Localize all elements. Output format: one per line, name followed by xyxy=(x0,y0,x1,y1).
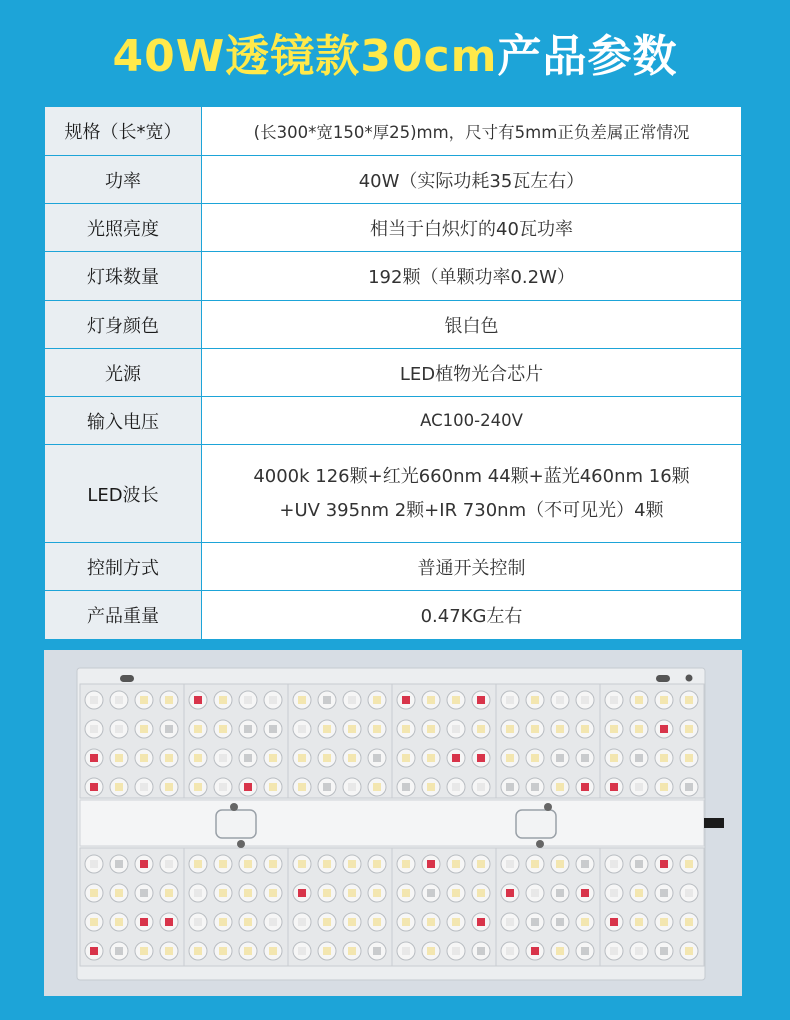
led-chip xyxy=(115,918,123,926)
led-chip xyxy=(194,860,202,868)
led-chip xyxy=(194,889,202,897)
led-chip xyxy=(610,860,618,868)
led-chip xyxy=(581,860,589,868)
led-chip xyxy=(427,860,435,868)
row-label: LED波长 xyxy=(45,445,202,543)
table-row xyxy=(45,301,742,349)
led-chip xyxy=(269,947,277,955)
led-chip xyxy=(581,696,589,704)
led-chip xyxy=(298,783,306,791)
row-label: 功率 xyxy=(45,156,202,204)
led-chip xyxy=(402,860,410,868)
led-chip xyxy=(610,783,618,791)
led-chip xyxy=(348,860,356,868)
led-chip xyxy=(348,754,356,762)
led-chip xyxy=(531,889,539,897)
led-chip xyxy=(402,754,410,762)
led-chip xyxy=(115,725,123,733)
led-chip xyxy=(581,783,589,791)
led-chip xyxy=(373,725,381,733)
led-chip xyxy=(531,754,539,762)
led-chip xyxy=(685,860,693,868)
led-chip xyxy=(140,947,148,955)
led-chip xyxy=(219,860,227,868)
led-chip xyxy=(660,918,668,926)
led-chip xyxy=(477,889,485,897)
led-chip xyxy=(194,754,202,762)
led-chip xyxy=(531,725,539,733)
led-chip xyxy=(427,918,435,926)
led-chip xyxy=(477,783,485,791)
led-chip xyxy=(635,725,643,733)
led-chip xyxy=(115,783,123,791)
led-chip xyxy=(402,783,410,791)
led-chip xyxy=(581,918,589,926)
spec-table xyxy=(44,106,742,640)
led-chip xyxy=(685,947,693,955)
led-chip xyxy=(269,754,277,762)
led-chip xyxy=(140,918,148,926)
led-chip xyxy=(373,783,381,791)
led-chip xyxy=(452,947,460,955)
table-row xyxy=(45,156,742,204)
led-chip xyxy=(635,947,643,955)
led-chip xyxy=(90,725,98,733)
led-chip xyxy=(323,696,331,704)
led-chip xyxy=(452,725,460,733)
led-chip xyxy=(581,889,589,897)
page-title xyxy=(0,22,790,92)
led-chip xyxy=(610,725,618,733)
led-chip xyxy=(531,783,539,791)
led-chip xyxy=(115,947,123,955)
led-chip xyxy=(506,860,514,868)
led-chip xyxy=(685,696,693,704)
led-chip xyxy=(165,918,173,926)
led-chip xyxy=(452,918,460,926)
led-chip xyxy=(556,696,564,704)
led-chip xyxy=(323,947,331,955)
led-chip xyxy=(660,696,668,704)
table-row xyxy=(45,397,742,445)
led-chip xyxy=(323,860,331,868)
led-chip xyxy=(165,783,173,791)
led-chip xyxy=(194,696,202,704)
title-highlight: 40W透镜款30cm xyxy=(112,31,498,82)
led-chip xyxy=(635,754,643,762)
led-chip xyxy=(477,696,485,704)
led-chip xyxy=(660,754,668,762)
row-label: 规格（长*宽） xyxy=(45,107,202,156)
led-chip xyxy=(219,947,227,955)
led-chip xyxy=(531,947,539,955)
led-chip xyxy=(635,696,643,704)
led-chip xyxy=(90,918,98,926)
wavelength-line-1: 4000k 126颗+红光660nm 44颗+蓝光460nm 16颗 xyxy=(253,465,690,487)
led-chip xyxy=(427,696,435,704)
led-chip xyxy=(506,696,514,704)
led-chip xyxy=(506,783,514,791)
led-panel-photo xyxy=(44,650,742,996)
led-chip xyxy=(244,725,252,733)
led-chip xyxy=(269,860,277,868)
led-chip xyxy=(427,754,435,762)
led-chip xyxy=(373,947,381,955)
led-chip xyxy=(477,860,485,868)
led-chip xyxy=(610,947,618,955)
led-chip xyxy=(269,696,277,704)
led-chip xyxy=(685,754,693,762)
led-chip xyxy=(298,860,306,868)
led-chip xyxy=(244,889,252,897)
led-chip xyxy=(685,918,693,926)
led-chip xyxy=(194,918,202,926)
led-chip xyxy=(348,889,356,897)
led-chip xyxy=(219,696,227,704)
led-chip xyxy=(373,860,381,868)
led-panel-illustration xyxy=(44,650,742,996)
title-suffix: 产品参数 xyxy=(497,31,678,82)
led-chip xyxy=(348,725,356,733)
led-chip xyxy=(556,889,564,897)
led-chip xyxy=(219,725,227,733)
led-chip xyxy=(348,783,356,791)
led-chip xyxy=(298,696,306,704)
led-chip xyxy=(140,889,148,897)
led-chip xyxy=(402,947,410,955)
led-chip xyxy=(373,889,381,897)
led-chip xyxy=(323,889,331,897)
row-label: 输入电压 xyxy=(45,397,202,445)
led-chip xyxy=(610,918,618,926)
led-chip xyxy=(685,725,693,733)
led-chip xyxy=(269,725,277,733)
led-chip xyxy=(427,947,435,955)
table-row xyxy=(45,445,742,543)
led-chip xyxy=(556,947,564,955)
led-chip xyxy=(244,754,252,762)
led-chip xyxy=(452,783,460,791)
led-chip xyxy=(635,918,643,926)
led-chip xyxy=(140,696,148,704)
led-chip xyxy=(219,889,227,897)
led-chip xyxy=(685,783,693,791)
row-label: 灯珠数量 xyxy=(45,252,202,301)
led-chip xyxy=(194,725,202,733)
led-chip xyxy=(115,696,123,704)
led-chip xyxy=(635,860,643,868)
led-chip xyxy=(90,947,98,955)
led-chip xyxy=(323,754,331,762)
row-value: 40W（实际功耗35瓦左右） xyxy=(202,156,742,204)
row-label: 光照亮度 xyxy=(45,204,202,252)
led-chip xyxy=(165,860,173,868)
led-chip xyxy=(115,889,123,897)
led-chip xyxy=(477,918,485,926)
led-chip xyxy=(90,889,98,897)
led-chip xyxy=(165,947,173,955)
led-chip xyxy=(531,860,539,868)
led-chip xyxy=(115,754,123,762)
led-chip xyxy=(194,783,202,791)
row-value: 银白色 xyxy=(202,301,742,349)
led-chip xyxy=(269,889,277,897)
table-row xyxy=(45,107,742,156)
led-chip xyxy=(610,696,618,704)
row-value: (长300*宽150*厚25)mm，尺寸有5mm正负差属正常情况 xyxy=(202,107,742,156)
led-chip xyxy=(140,783,148,791)
row-value-multiline xyxy=(202,445,742,543)
led-chip xyxy=(269,783,277,791)
row-value: AC100-240V xyxy=(202,397,742,445)
led-chip xyxy=(244,947,252,955)
led-chip xyxy=(506,918,514,926)
row-label: 光源 xyxy=(45,349,202,397)
led-chip xyxy=(477,947,485,955)
led-chip xyxy=(506,725,514,733)
led-chip xyxy=(610,754,618,762)
table-row xyxy=(45,543,742,591)
led-chip xyxy=(298,918,306,926)
led-chip xyxy=(323,783,331,791)
led-chip xyxy=(219,783,227,791)
led-chip xyxy=(269,918,277,926)
led-chip xyxy=(244,918,252,926)
led-chip xyxy=(402,889,410,897)
led-chip xyxy=(427,889,435,897)
led-chip xyxy=(635,783,643,791)
table-row xyxy=(45,349,742,397)
row-value: 普通开关控制 xyxy=(202,543,742,591)
led-chip xyxy=(244,783,252,791)
led-chip xyxy=(581,754,589,762)
row-value: 192颗（单颗功率0.2W） xyxy=(202,252,742,301)
led-chip xyxy=(348,918,356,926)
led-chip xyxy=(140,754,148,762)
led-chip xyxy=(298,947,306,955)
led-chip xyxy=(348,696,356,704)
led-chip xyxy=(452,889,460,897)
led-chip xyxy=(531,918,539,926)
led-chip xyxy=(219,754,227,762)
led-chip xyxy=(373,696,381,704)
led-chip xyxy=(581,725,589,733)
led-chip xyxy=(323,918,331,926)
led-chip xyxy=(452,860,460,868)
led-chip xyxy=(452,696,460,704)
led-chip xyxy=(90,783,98,791)
led-chip xyxy=(90,860,98,868)
led-chip xyxy=(244,860,252,868)
led-chip xyxy=(556,725,564,733)
led-chip xyxy=(165,889,173,897)
led-chip xyxy=(244,696,252,704)
led-chip xyxy=(506,754,514,762)
led-chip xyxy=(531,696,539,704)
table-row xyxy=(45,252,742,301)
led-chip xyxy=(477,754,485,762)
led-chip xyxy=(298,889,306,897)
row-value: LED植物光合芯片 xyxy=(202,349,742,397)
led-chip xyxy=(90,754,98,762)
led-chip xyxy=(660,860,668,868)
led-chip xyxy=(660,889,668,897)
led-chip xyxy=(427,783,435,791)
led-chip xyxy=(140,860,148,868)
led-chip xyxy=(506,889,514,897)
led-chip xyxy=(402,696,410,704)
table-row xyxy=(45,591,742,640)
row-value: 相当于白炽灯的40瓦功率 xyxy=(202,204,742,252)
led-chip xyxy=(660,725,668,733)
led-chip xyxy=(373,918,381,926)
led-chip xyxy=(298,754,306,762)
wavelength-line-2: +UV 395nm 2颗+IR 730nm（不可见光）4颗 xyxy=(279,499,664,521)
led-chip xyxy=(194,947,202,955)
led-chip xyxy=(219,918,227,926)
led-chip xyxy=(660,783,668,791)
led-chip xyxy=(610,889,618,897)
led-chip xyxy=(90,696,98,704)
led-chip xyxy=(452,754,460,762)
led-chip xyxy=(165,696,173,704)
row-label: 控制方式 xyxy=(45,543,202,591)
led-chip xyxy=(506,947,514,955)
led-chip xyxy=(427,725,435,733)
led-chip xyxy=(298,725,306,733)
led-chip xyxy=(140,725,148,733)
led-chip xyxy=(685,889,693,897)
led-chip xyxy=(635,889,643,897)
led-chip xyxy=(660,947,668,955)
led-chip xyxy=(556,860,564,868)
led-chip xyxy=(477,725,485,733)
led-chip xyxy=(165,725,173,733)
row-label: 灯身颜色 xyxy=(45,301,202,349)
led-chip xyxy=(373,754,381,762)
led-chip xyxy=(323,725,331,733)
led-chip xyxy=(556,918,564,926)
led-chip xyxy=(556,783,564,791)
led-chip xyxy=(115,860,123,868)
led-chip xyxy=(165,754,173,762)
led-chip xyxy=(581,947,589,955)
led-chip xyxy=(402,918,410,926)
table-row xyxy=(45,204,742,252)
row-label: 产品重量 xyxy=(45,591,202,640)
row-value: 0.47KG左右 xyxy=(202,591,742,640)
led-chip xyxy=(402,725,410,733)
led-chip xyxy=(348,947,356,955)
led-chip xyxy=(556,754,564,762)
